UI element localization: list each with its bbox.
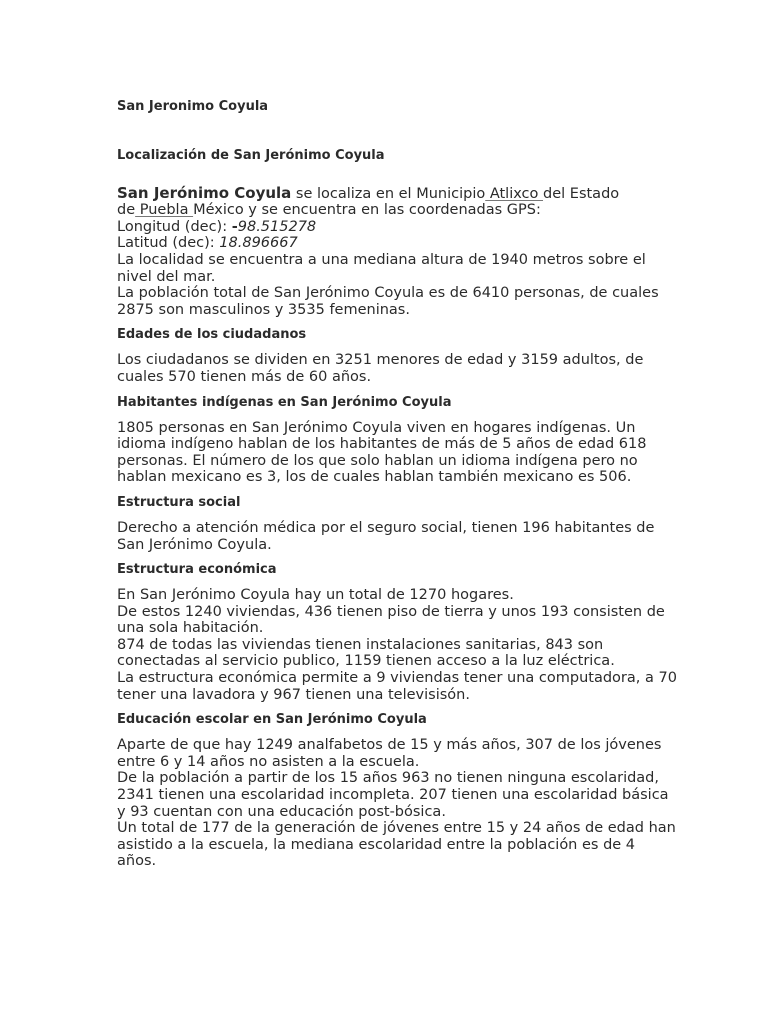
location-heading: Localización de San Jerónimo Coyula: [117, 148, 385, 163]
location-text-1: se localiza en el Municipio: [291, 185, 486, 202]
ages-heading: Edades de los ciudadanos: [117, 327, 307, 343]
economic-heading: Estructura económica: [117, 562, 277, 578]
social-heading: Estructura social: [117, 494, 241, 510]
location-text-3: de: [117, 202, 136, 219]
locality-name: San Jerónimo Coyula: [117, 183, 292, 202]
altitude-text: La localidad se encuentra a una mediana altura de 1940 metros sobre el nivel del mar.: [117, 251, 646, 285]
document-title: San Jeronimo Coyula: [117, 99, 269, 114]
population-text: La población total de San Jerónimo Coyula es de 6410 personas, de cuales 2875 son masculinos y 3535 femeninas.: [117, 285, 659, 318]
social-paragraph: Derecho a atención médica por el seguro social, tienen 196 habitantes de San Jerónimo Coyula.: [117, 519, 655, 553]
indigenous-heading: Habitantes indígenas en San Jerónimo Coyula: [117, 394, 452, 410]
economic-paragraph: En San Jerónimo Coyula hay un total de 1270 hogares. De estos 1240 viviendas, 436 tienen piso de tierra y unos 193 consisten de una sola habitación. 874 de todas las viviendas tienen instalaciones sanitarias, 843 son conectadas al servicio publico, 1159 tienen acceso a la luz eléctrica. La estructura económica permite a 9 viviendas tener una computadora, a 70 tener una lavadora y 967 tienen una televisisón.: [117, 587, 677, 703]
longitud-value: 98.515278: [237, 218, 317, 235]
document-page: [117, 99, 677, 870]
estado-link[interactable]: Puebla: [135, 202, 194, 219]
indigenous-paragraph: 1805 personas en San Jerónimo Coyula viven en hogares indígenas. Un idioma indígeno hablan de los habitantes de más de 5 años de edad 618 personas. El número de los que solo hablan un idioma indígena pero no hablan mexicano es 3, los de cuales hablan también mexicano es 506.: [117, 419, 647, 486]
ages-paragraph: Los ciudadanos se dividen en 3251 menores de edad y 3159 adultos, de cuales 570 tienen más de 60 años.: [117, 352, 644, 385]
location-paragraph: [117, 168, 677, 318]
latitud-value: 18.896667: [219, 235, 298, 252]
latitud-label: Latitud (dec):: [117, 235, 220, 252]
education-paragraph: Aparte de que hay 1249 analfabetos de 15 y más años, 307 de los jóvenes entre 6 y 14 años no asisten a la escuela. De la población a partir de los 15 años 963 no tienen ninguna escolaridad, 2341 tienen una escolaridad incompleta. 207 tienen una escolaridad básica y 93 cuentan con una educación post-bósica. Un total de 177 de la generación de jóvenes entre 15 y 24 años de edad han asistido a la escuela, la mediana escolaridad entre la población es de 4 años.: [117, 737, 676, 870]
municipio-link[interactable]: Atlixco: [485, 185, 544, 202]
longitud-label: Longitud (dec):: [117, 218, 232, 235]
longitud-sign: -: [231, 218, 238, 235]
location-text-4: México y se encuentra en las coordenadas GPS:: [193, 202, 541, 219]
location-text-2: del Estado: [543, 185, 620, 202]
education-heading: Educación escolar en San Jerónimo Coyula: [117, 712, 427, 728]
